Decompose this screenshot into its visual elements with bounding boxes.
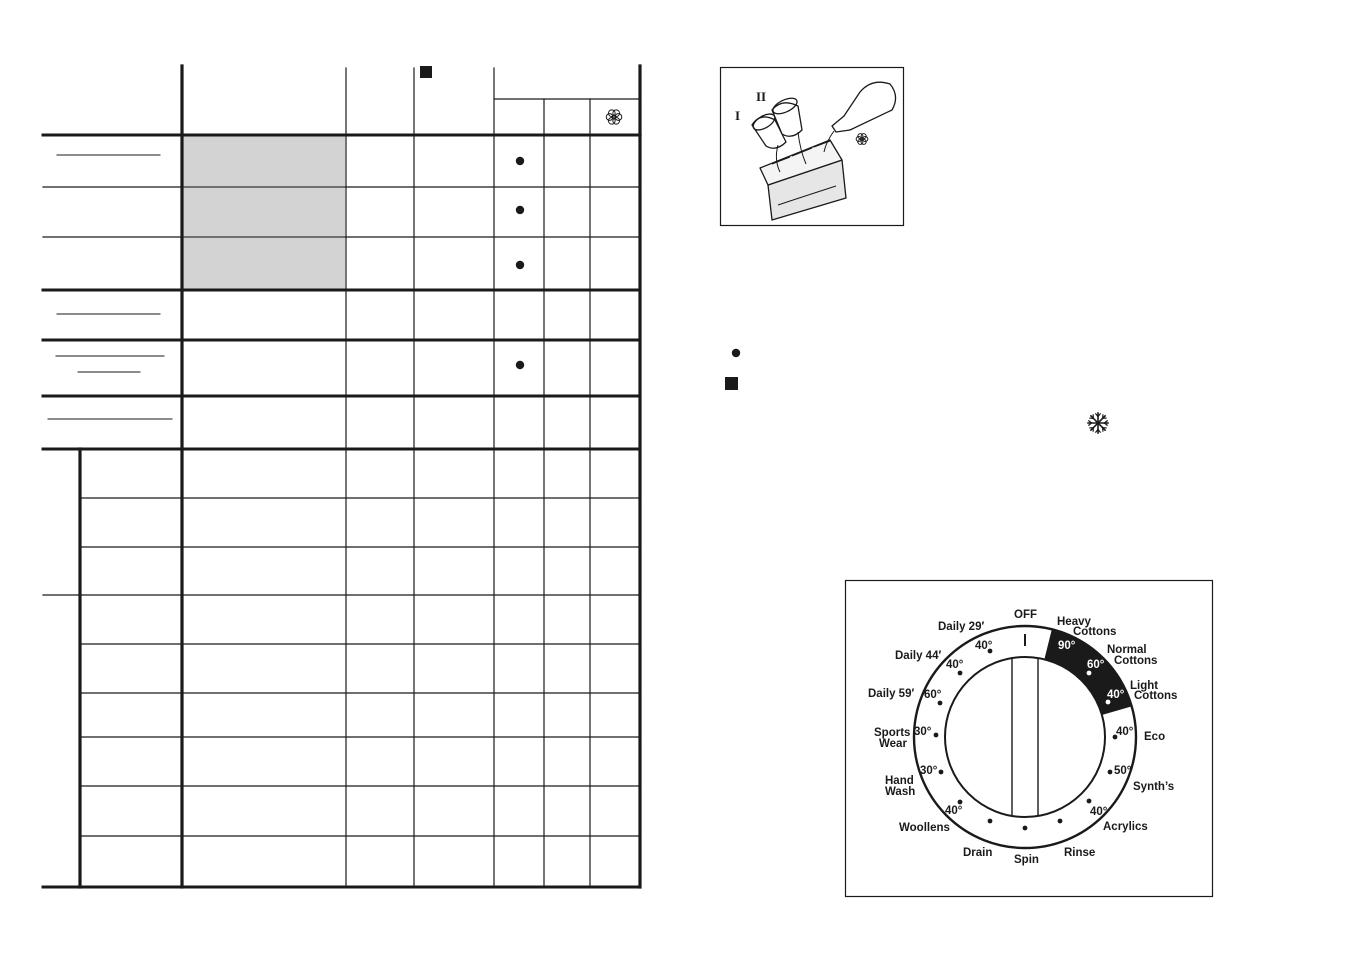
dial-position-dot bbox=[1108, 770, 1113, 775]
dial-position bbox=[1030, 616, 1117, 655]
program-name-label: Cottons bbox=[1134, 690, 1178, 702]
dial-position-dot bbox=[939, 770, 944, 775]
dial-position-dot bbox=[1087, 799, 1092, 804]
program-name-label: Wash bbox=[885, 786, 916, 798]
temperature-label: 40° bbox=[1107, 689, 1125, 701]
dial-position bbox=[874, 726, 938, 750]
temperature-label: 30° bbox=[914, 726, 932, 738]
program-name-label: Acrylics bbox=[1103, 821, 1148, 833]
program-name-label: Heavy bbox=[1057, 616, 1091, 628]
dial-position-dot bbox=[1023, 826, 1028, 831]
dial-position-dot bbox=[1030, 651, 1035, 656]
dial-position bbox=[885, 765, 943, 798]
dial-position-dot bbox=[988, 819, 993, 824]
program-name-label: Cottons bbox=[1073, 626, 1117, 638]
program-name-label: Woollens bbox=[899, 822, 950, 834]
dial-position bbox=[963, 819, 992, 859]
temperature-label: 40° bbox=[1090, 806, 1108, 818]
dial-position bbox=[868, 688, 942, 705]
program-name-label: Daily 29′ bbox=[938, 621, 985, 633]
off-label: OFF bbox=[1014, 609, 1037, 621]
dial-position-dot bbox=[958, 800, 963, 805]
dial-position bbox=[938, 621, 993, 653]
compartment-label-two: II bbox=[756, 89, 767, 104]
dial-position bbox=[1014, 826, 1039, 866]
dial-position-dot bbox=[958, 671, 963, 676]
program-name-label: Hand bbox=[885, 775, 914, 787]
dial-position bbox=[1108, 765, 1175, 793]
dial-position bbox=[1087, 644, 1158, 675]
program-name-label: Wear bbox=[879, 738, 907, 750]
temperature-label: 40° bbox=[946, 659, 964, 671]
temperature-label: 30° bbox=[920, 765, 938, 777]
dial-position bbox=[895, 650, 964, 675]
dial-position-dot bbox=[1087, 671, 1092, 676]
program-name-label: Cottons bbox=[1114, 655, 1158, 667]
dial-position-dot bbox=[934, 733, 939, 738]
dial-knob bbox=[945, 657, 1105, 817]
temperature-label: 40° bbox=[945, 805, 963, 817]
compartment-label-one: I bbox=[735, 108, 741, 123]
program-name-label: Daily 44′ bbox=[895, 650, 942, 662]
program-name-label: Daily 59′ bbox=[868, 688, 915, 700]
temperature-label: 40° bbox=[1116, 726, 1134, 738]
dial-position bbox=[1113, 726, 1165, 743]
temperature-label: 90° bbox=[1058, 640, 1076, 652]
dial-position-dot bbox=[1058, 819, 1063, 824]
temperature-label: 60° bbox=[1087, 659, 1105, 671]
dial-position bbox=[1058, 819, 1096, 859]
temperature-label: 60° bbox=[924, 689, 942, 701]
program-name-label: Synth’s bbox=[1133, 781, 1175, 793]
program-name-label: Normal bbox=[1107, 644, 1147, 656]
temperature-label: 50° bbox=[1114, 765, 1132, 777]
dial-position bbox=[899, 800, 963, 834]
program-name-label: Rinse bbox=[1064, 847, 1096, 859]
dial-position bbox=[1087, 799, 1148, 833]
program-name-label: Spin bbox=[1014, 854, 1039, 866]
program-name-label: Drain bbox=[963, 847, 993, 859]
program-name-label: Sports bbox=[874, 727, 911, 739]
program-name-label: Light bbox=[1130, 680, 1159, 692]
program-name-label: Eco bbox=[1144, 731, 1166, 743]
dial-position-dot bbox=[938, 701, 943, 706]
temperature-label: 40° bbox=[975, 640, 993, 652]
